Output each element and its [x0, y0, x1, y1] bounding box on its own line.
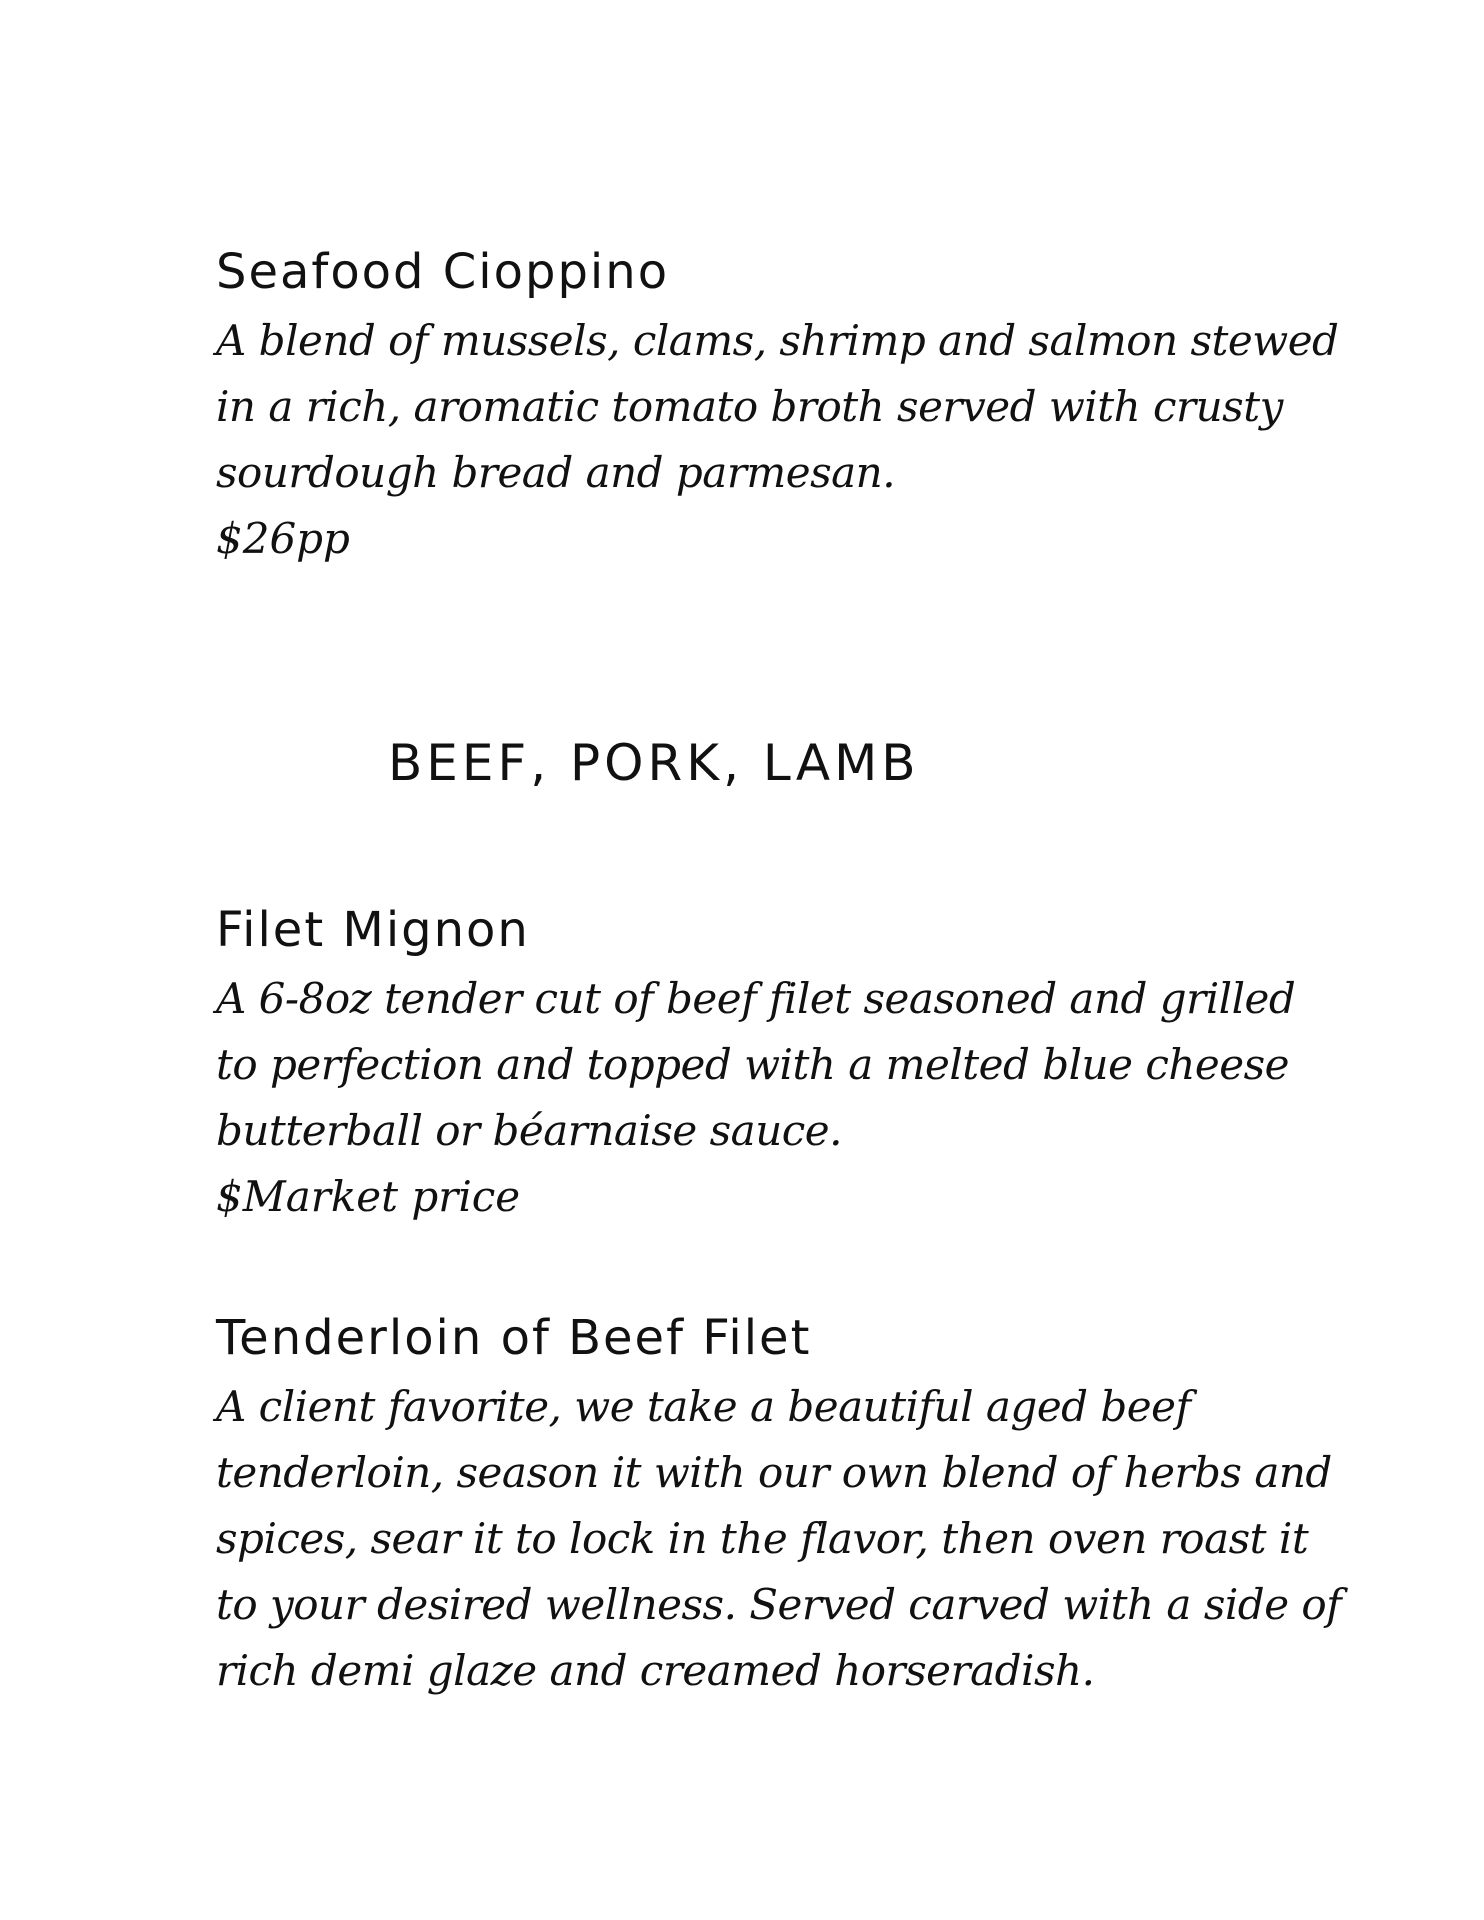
- menu-item-price: $Market price: [216, 1172, 521, 1221]
- menu-item-description: [216, 308, 1339, 506]
- description-line: A client favorite, we take a beautiful aged beef: [216, 1382, 1191, 1431]
- description-line: sourdough bread and parmesan.: [216, 448, 896, 497]
- description-line: spices, sear it to lock in the flavor, then oven roast it: [216, 1514, 1309, 1563]
- description-line: butterball or béarnaise sauce.: [216, 1106, 842, 1155]
- description-line: tenderloin, season it with our own blend of herbs and: [216, 1448, 1332, 1497]
- menu-item-title: Seafood Cioppino: [216, 244, 670, 300]
- description-line: to perfection and topped with a melted blue cheese: [216, 1040, 1290, 1089]
- menu-item-description: [216, 1374, 1342, 1704]
- description-line: A blend of mussels, clams, shrimp and salmon stewed: [216, 316, 1339, 365]
- menu-item-title: Filet Mignon: [216, 902, 530, 958]
- description-line: to your desired wellness. Served carved with a side of: [216, 1580, 1342, 1629]
- description-line: in a rich, aromatic tomato broth served with crusty: [216, 382, 1283, 431]
- description-line: A 6-8oz tender cut of beef filet seasoned and grilled: [216, 974, 1296, 1023]
- menu-item-title: Tenderloin of Beef Filet: [216, 1310, 812, 1366]
- menu-item-description: [216, 966, 1296, 1164]
- description-line: rich demi glaze and creamed horseradish.: [216, 1646, 1095, 1695]
- menu-item-price: $26pp: [216, 514, 350, 563]
- section-heading: BEEF, PORK, LAMB: [388, 734, 920, 792]
